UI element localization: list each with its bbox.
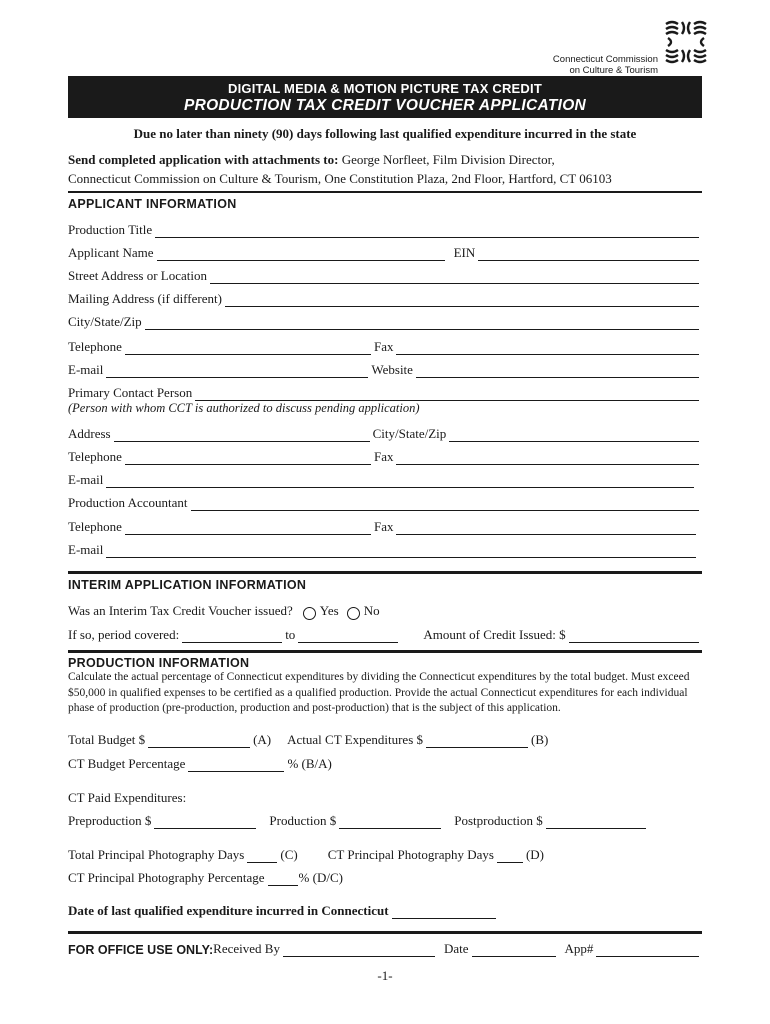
office-use-label: FOR OFFICE USE ONLY: bbox=[68, 943, 214, 957]
telephone-label: Telephone bbox=[68, 339, 122, 354]
preproduction-label: Preproduction $ bbox=[68, 813, 152, 828]
accountant-label: Production Accountant bbox=[68, 495, 188, 510]
d-label: (D) bbox=[525, 847, 544, 862]
production-title-row bbox=[68, 220, 702, 238]
mailing-label: Mailing Address (if different) bbox=[68, 291, 222, 306]
yes-label: Yes bbox=[319, 603, 339, 618]
email3-label: E-mail bbox=[68, 542, 104, 557]
pct-dc-label: % (D/C) bbox=[298, 870, 343, 885]
city-field[interactable] bbox=[145, 317, 699, 330]
address-row bbox=[68, 424, 702, 442]
fax3-field[interactable] bbox=[396, 522, 696, 535]
app-field[interactable] bbox=[596, 944, 699, 957]
fax-label: Fax bbox=[373, 339, 394, 354]
ein-label: EIN bbox=[453, 245, 476, 260]
app-label: App# bbox=[564, 941, 594, 956]
applicant-name-field[interactable] bbox=[157, 248, 445, 261]
form-title-line1: DIGITAL MEDIA & MOTION PICTURE TAX CREDIT bbox=[228, 81, 542, 96]
email3-row bbox=[68, 540, 702, 558]
ct-pct-label: CT Principal Photography Percentage bbox=[68, 870, 265, 885]
applicant-name-label: Applicant Name bbox=[68, 245, 154, 260]
section-divider bbox=[68, 571, 702, 574]
total-days-row bbox=[68, 845, 702, 863]
total-days-field[interactable] bbox=[247, 850, 277, 863]
website-label: Website bbox=[371, 362, 413, 377]
b-label: (B) bbox=[531, 732, 549, 747]
address-label: Address bbox=[68, 426, 111, 441]
no-radio[interactable] bbox=[347, 607, 360, 620]
address-field[interactable] bbox=[114, 429, 370, 442]
postproduction-label: Postproduction $ bbox=[454, 813, 543, 828]
accountant-row bbox=[68, 493, 702, 511]
production-field[interactable] bbox=[339, 816, 441, 829]
telephone3-row bbox=[68, 517, 702, 535]
ct-days-label: CT Principal Photography Days bbox=[327, 847, 494, 862]
org-name-line1: Connecticut Commission bbox=[552, 54, 658, 65]
city2-label: City/State/Zip bbox=[372, 426, 447, 441]
city2-field[interactable] bbox=[449, 429, 699, 442]
total-budget-label: Total Budget $ bbox=[68, 732, 146, 747]
fax3-label: Fax bbox=[373, 519, 394, 534]
title-banner bbox=[68, 76, 702, 118]
accountant-field[interactable] bbox=[191, 498, 699, 511]
last-date-row bbox=[68, 901, 702, 919]
due-note: Due no later than ninety (90) days following last qualified expenditure incurred in the state bbox=[133, 126, 637, 141]
street-row bbox=[68, 266, 702, 284]
email2-field[interactable] bbox=[106, 475, 694, 488]
interim-heading: INTERIM APPLICATION INFORMATION bbox=[68, 578, 307, 592]
no-label: No bbox=[363, 603, 380, 618]
page-number: -1- bbox=[377, 968, 393, 983]
send-instructions bbox=[68, 150, 708, 188]
email2-label: E-mail bbox=[68, 472, 104, 487]
amount-field[interactable] bbox=[569, 630, 699, 643]
last-date-label: Date of last qualified expenditure incurred in Connecticut bbox=[68, 903, 389, 918]
actual-ct-field[interactable] bbox=[426, 735, 528, 748]
received-by-label: Received By bbox=[213, 941, 280, 956]
pct-ba-label: % (B/A) bbox=[287, 756, 332, 771]
primary-contact-field[interactable] bbox=[195, 388, 699, 401]
form-title-line2: PRODUCTION TAX CREDIT VOUCHER APPLICATION bbox=[183, 97, 587, 114]
telephone2-row bbox=[68, 447, 702, 465]
production-title-label: Production Title bbox=[68, 222, 153, 237]
ct-budget-pct-row bbox=[68, 754, 702, 772]
email-row bbox=[68, 360, 702, 378]
amount-label: Amount of Credit Issued: $ bbox=[423, 627, 566, 642]
section-divider bbox=[68, 931, 702, 934]
total-budget-row bbox=[68, 730, 702, 748]
primary-contact-row bbox=[68, 383, 702, 401]
primary-contact-label: Primary Contact Person bbox=[68, 385, 193, 400]
period-row bbox=[68, 625, 702, 643]
telephone2-label: Telephone bbox=[68, 449, 122, 464]
period-to-label: to bbox=[285, 627, 296, 642]
date-label: Date bbox=[443, 941, 469, 956]
telephone3-label: Telephone bbox=[68, 519, 122, 534]
production-label: Production $ bbox=[269, 813, 337, 828]
interim-question-row bbox=[68, 601, 702, 619]
org-logo bbox=[520, 18, 710, 76]
email3-field[interactable] bbox=[106, 545, 696, 558]
interim-question: Was an Interim Tax Credit Voucher issued? bbox=[68, 603, 293, 618]
production-description: Calculate the actual percentage of Connecticut expenditures by dividing the Connecticut expenditures by the total budget. Must exceed $50,000 in qualified expenses to be certified as a qualified production. Provide the actual Connecticut expenditures for each individual phase of production (pre-production, production and post-production) that is the subject of this application. bbox=[68, 671, 690, 714]
section-divider bbox=[68, 650, 702, 653]
email-field[interactable] bbox=[106, 365, 368, 378]
send-line1: George Norfleet, Film Division Director, bbox=[338, 152, 555, 167]
period-end-field[interactable] bbox=[298, 630, 398, 643]
section-divider bbox=[68, 191, 702, 193]
send-label: Send completed application with attachments to: bbox=[68, 152, 339, 167]
ct-paid-row bbox=[68, 788, 702, 806]
fax-field[interactable] bbox=[396, 342, 699, 355]
ct-budget-pct-label: CT Budget Percentage bbox=[68, 756, 186, 771]
total-budget-field[interactable] bbox=[148, 735, 250, 748]
telephone-row bbox=[68, 337, 702, 355]
ct-paid-label: CT Paid Expenditures: bbox=[68, 790, 187, 805]
ct-budget-pct-field[interactable] bbox=[188, 759, 284, 772]
ct-pct-row bbox=[68, 868, 702, 886]
commission-logo-icon bbox=[662, 18, 710, 66]
applicant-name-row bbox=[68, 243, 702, 261]
production-heading: PRODUCTION INFORMATION bbox=[68, 656, 250, 670]
send-line2: Connecticut Commission on Culture & Tourism, One Constitution Plaza, 2nd Floor, Hartford, CT 06103 bbox=[68, 171, 612, 186]
city-row bbox=[68, 312, 702, 330]
mailing-field[interactable] bbox=[225, 294, 699, 307]
period-label: If so, period covered: bbox=[68, 627, 180, 642]
paid-expenditures-row bbox=[68, 811, 702, 829]
total-days-label: Total Principal Photography Days bbox=[68, 847, 245, 862]
fax2-field[interactable] bbox=[396, 452, 699, 465]
street-field[interactable] bbox=[210, 271, 699, 284]
applicant-heading: APPLICANT INFORMATION bbox=[68, 197, 237, 211]
last-date-field[interactable] bbox=[392, 906, 496, 919]
yes-radio[interactable] bbox=[303, 607, 316, 620]
org-name-line2: on Culture & Tourism bbox=[569, 65, 658, 76]
mailing-row bbox=[68, 289, 702, 307]
fax2-label: Fax bbox=[373, 449, 394, 464]
preproduction-field[interactable] bbox=[154, 816, 256, 829]
telephone3-field[interactable] bbox=[125, 522, 371, 535]
a-label: (A) bbox=[253, 732, 272, 747]
website-field[interactable] bbox=[416, 365, 699, 378]
date-field[interactable] bbox=[472, 944, 556, 957]
office-use-row bbox=[68, 939, 702, 957]
ein-field[interactable] bbox=[478, 248, 699, 261]
street-label: Street Address or Location bbox=[68, 268, 207, 283]
primary-contact-note: (Person with whom CCT is authorized to discuss pending application) bbox=[68, 401, 420, 415]
ct-days-field[interactable] bbox=[497, 850, 523, 863]
telephone2-field[interactable] bbox=[125, 452, 371, 465]
ct-pct-field[interactable] bbox=[268, 873, 298, 886]
email2-row bbox=[68, 470, 702, 488]
received-by-field[interactable] bbox=[283, 944, 435, 957]
postproduction-field[interactable] bbox=[546, 816, 646, 829]
telephone-field[interactable] bbox=[125, 342, 371, 355]
c-label: (C) bbox=[280, 847, 298, 862]
actual-ct-label: Actual CT Expenditures $ bbox=[287, 732, 424, 747]
production-title-field[interactable] bbox=[155, 225, 699, 238]
email-label: E-mail bbox=[68, 362, 104, 377]
city-label: City/State/Zip bbox=[68, 314, 142, 329]
period-start-field[interactable] bbox=[182, 630, 282, 643]
